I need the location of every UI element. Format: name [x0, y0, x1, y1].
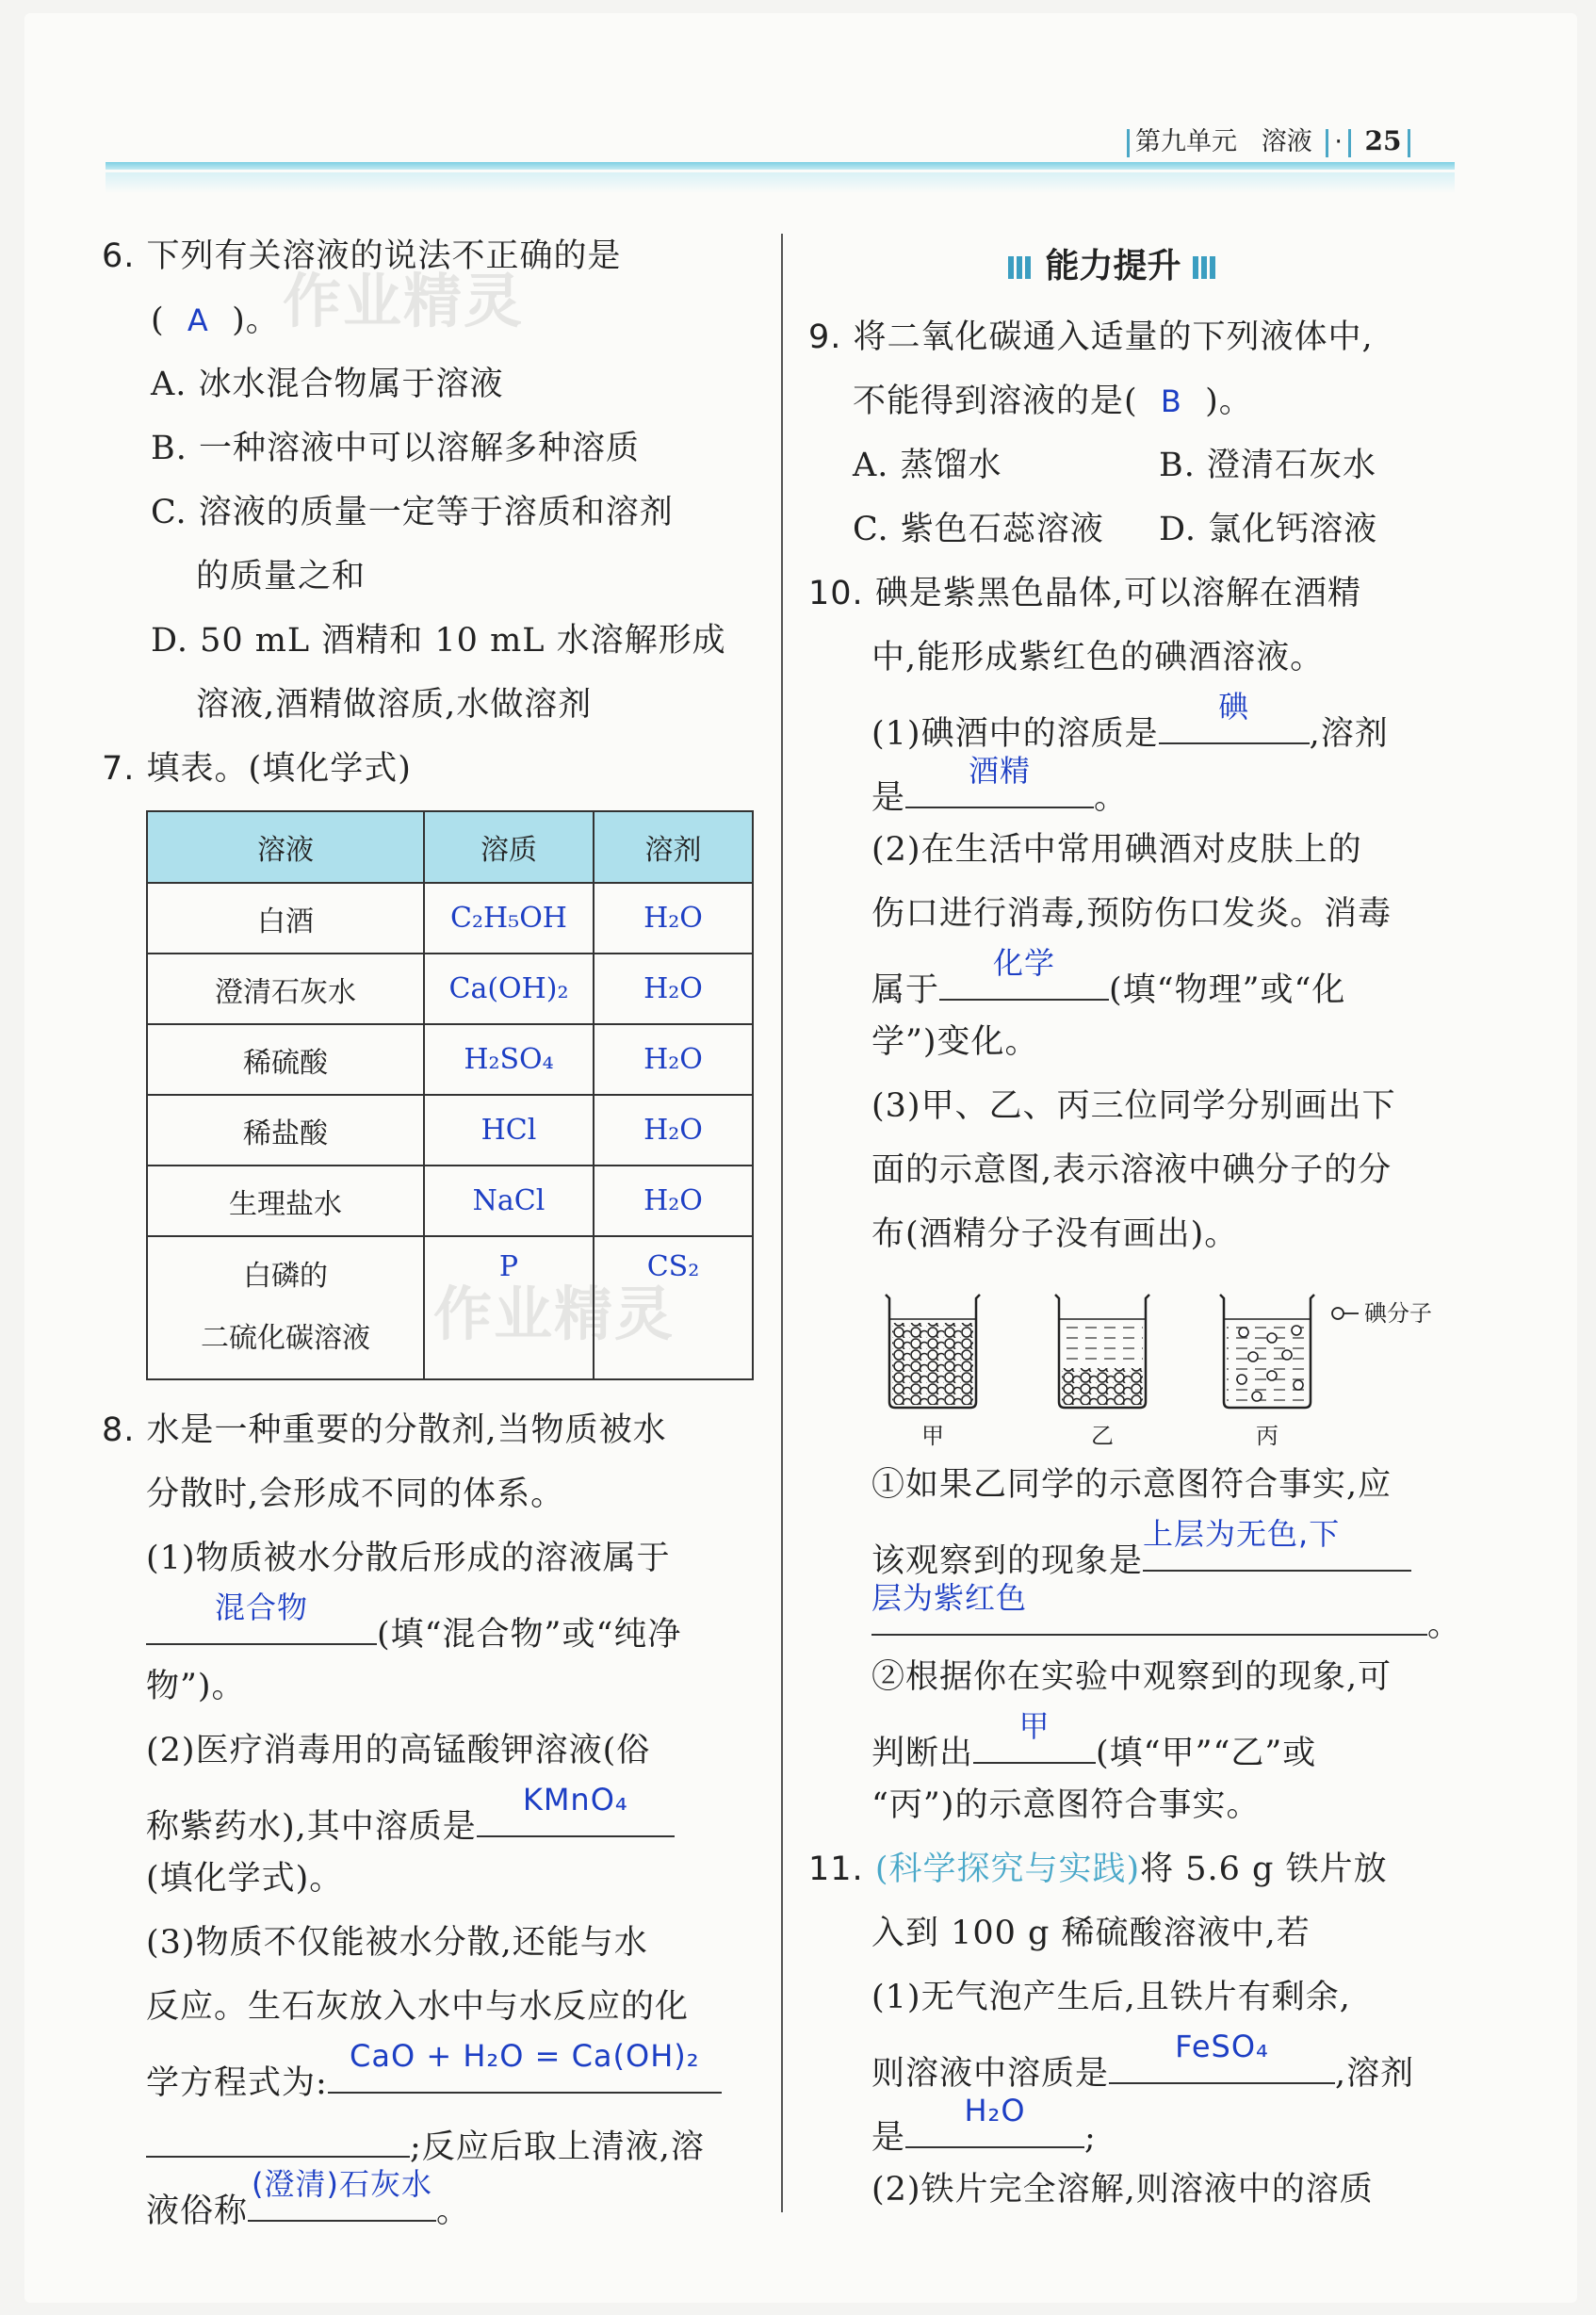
- q10-p1-answer2: 酒精: [969, 753, 1032, 789]
- header-dot: ·: [1334, 127, 1343, 156]
- q6-option-b: B. 一种溶液中可以溶解多种溶质: [151, 430, 640, 467]
- q10-p3-c: 布(酒精分子没有画出)。: [871, 1215, 1239, 1253]
- q8-p2-answer: KMnO₄: [522, 1782, 628, 1818]
- table-row: 澄清石灰水 Ca(OH)₂ H₂O: [147, 954, 753, 1024]
- q9-option-a: A. 蒸馏水: [853, 447, 1002, 484]
- table-row: 稀盐酸 HCl H₂O: [147, 1095, 753, 1166]
- q10-s2-answer: 甲: [1018, 1708, 1050, 1744]
- q10-stem-2: 中,能形成紫红色的碘酒溶液。: [871, 639, 1325, 677]
- q10-s1-a: ①如果乙同学的示意图符合事实,应: [871, 1466, 1392, 1504]
- header-rule: [106, 162, 1455, 170]
- legend-iodine: [1332, 1300, 1432, 1327]
- q6-option-d-cont: 溶液,酒精做溶质,水做溶剂: [196, 686, 593, 724]
- q10-p2-b: 伤口进行消毒,预防伤口发炎。消毒: [871, 895, 1392, 933]
- table-row: 稀硫酸 H₂SO₄ H₂O: [147, 1024, 753, 1095]
- beaker-label: 甲: [921, 1423, 944, 1449]
- q6-option-c-cont: 的质量之和: [196, 558, 366, 595]
- header-shade: [106, 172, 1455, 193]
- q11-p1-answer2: H₂O: [964, 2093, 1026, 2128]
- q6-option-c: C. 溶液的质量一定等于溶质和溶剂: [151, 494, 674, 531]
- q9-stem-1: 9. 将二氧化碳通入适量的下列液体中,: [808, 318, 1374, 356]
- q10-p2-c: 属于 化学 (填“物理”或“化: [871, 957, 1345, 1011]
- table-row: 白磷的 二硫化碳溶液 P CS₂: [147, 1236, 753, 1379]
- table-row: 生理盐水 NaCl H₂O: [147, 1166, 753, 1236]
- beaker-label: 乙: [1091, 1423, 1114, 1449]
- q11-p1-a: (1)无气泡产生后,且铁片有剩余,: [871, 1979, 1351, 2016]
- q8-p1-a: (1)物质被水分散后形成的溶液属于: [146, 1540, 671, 1577]
- q8-p3-c: 学方程式为: CaO + H₂O = Ca(OH)₂: [146, 2050, 722, 2104]
- q7-stem: 7. 填表。(填化学式): [102, 750, 412, 788]
- legend-label: 碘分子: [1364, 1300, 1432, 1327]
- q7-table: [146, 810, 754, 1380]
- q10-s1-answer2: 层为紫红色: [871, 1580, 1028, 1616]
- q6-stem: 6. 下列有关溶液的说法不正确的是: [102, 237, 622, 275]
- beaker-jia: [886, 1295, 980, 1408]
- q6-answer-line: ( A )。: [151, 302, 280, 339]
- q10-p1-b: 是 酒精 。: [871, 765, 1128, 819]
- section-title: 能力提升: [1008, 239, 1218, 287]
- topic-label: 溶液: [1261, 127, 1312, 156]
- q10-stem-1: 10. 碘是紫黑色晶体,可以溶解在酒精: [808, 575, 1361, 612]
- q11-stem-1: 11. (科学探究与实践)将 5.6 g 铁片放: [808, 1850, 1388, 1888]
- q6-option-a: A. 冰水混合物属于溶液: [151, 366, 504, 403]
- q9-option-d: D. 氯化钙溶液: [1159, 511, 1378, 548]
- q8-p1-c: 物”)。: [146, 1668, 246, 1705]
- q10-p2-answer: 化学: [993, 945, 1056, 981]
- q8-p3-a: (3)物质不仅能被水分散,还能与水: [146, 1924, 648, 1962]
- q8-stem-2: 分散时,会形成不同的体系。: [146, 1475, 565, 1513]
- table-row: 白酒 C₂H₅OH H₂O: [147, 883, 753, 954]
- beaker-diagram: [876, 1281, 1479, 1451]
- q8-p2-b: 称紫药水),其中溶质是 KMnO₄: [146, 1794, 675, 1848]
- q11-tag: (科学探究与实践): [874, 1850, 1141, 1888]
- beaker-label: 丙: [1256, 1423, 1278, 1449]
- q8-p3-e: 液俗称 (澄清)石灰水 。: [146, 2178, 470, 2232]
- q10-s1-c: 层为紫红色 。: [871, 1592, 1461, 1646]
- q10-s1-answer1: 上层为无色,下: [1143, 1516, 1341, 1552]
- watermark: 作业精灵: [433, 1280, 676, 1348]
- q8-p2-c: (填化学式)。: [146, 1860, 344, 1898]
- q9-option-b: B. 澄清石灰水: [1159, 447, 1376, 484]
- q11-p1-answer: FeSO₄: [1175, 2029, 1269, 2064]
- q6-answer: A: [187, 302, 209, 338]
- q8-p3-equation: CaO + H₂O = Ca(OH)₂: [350, 2038, 700, 2074]
- beaker-bing: [1220, 1295, 1314, 1408]
- q9-answer: B: [1160, 383, 1182, 419]
- q9-stem-2: 不能得到溶液的是( B )。: [853, 383, 1253, 420]
- q11-p2-a: (2)铁片完全溶解,则溶液中的溶质: [871, 2171, 1374, 2209]
- q10-p3-b: 面的示意图,表示溶液中碘分子的分: [871, 1151, 1392, 1189]
- watermark: 作业精灵: [283, 267, 525, 335]
- q8-p2-a: (2)医疗消毒用的高锰酸钾溶液(俗: [146, 1732, 651, 1769]
- q10-s2-a: ②根据你在实验中观察到的现象,可: [871, 1658, 1392, 1696]
- q10-p2-d: 学”)变化。: [871, 1023, 1039, 1061]
- q8-stem-1: 8. 水是一种重要的分散剂,当物质被水: [102, 1411, 667, 1449]
- q10-p1-answer: 碘: [1218, 689, 1250, 725]
- q10-p3-a: (3)甲、乙、丙三位同学分别画出下: [871, 1087, 1396, 1125]
- q10-s2-c: “丙”)的示意图符合事实。: [871, 1786, 1261, 1824]
- q10-p2-a: (2)在生活中常用碘酒对皮肤上的: [871, 831, 1362, 869]
- q8-p1-b: 混合物 (填“混合物”或“纯净: [146, 1602, 681, 1655]
- q8-p3-d: ;反应后取上清液,溶: [146, 2114, 705, 2168]
- th-solvent: 溶剂: [594, 811, 753, 883]
- th-solute: 溶质: [424, 811, 594, 883]
- q9-option-c: C. 紫色石蕊溶液: [853, 511, 1104, 548]
- beaker-yi: [1055, 1295, 1149, 1408]
- th-solution: 溶液: [147, 811, 424, 883]
- page-number: 25: [1364, 125, 1402, 156]
- unit-label: 第九单元: [1135, 127, 1237, 156]
- q10-p1-a: (1)碘酒中的溶质是 碘 ,溶剂: [871, 701, 1389, 755]
- q10-s2-b: 判断出 甲 (填“甲”“乙”或: [871, 1720, 1316, 1774]
- q10-s1-b: 该观察到的现象是 上层为无色,下: [871, 1528, 1411, 1582]
- q8-p3-answer2: (澄清)石灰水: [252, 2166, 432, 2202]
- q11-p1-c: 是 H₂O ;: [871, 2105, 1097, 2159]
- q11-p1-b: 则溶液中溶质是 FeSO₄ ,溶剂: [871, 2041, 1414, 2095]
- q8-p3-b: 反应。生石灰放入水中与水反应的化: [146, 1988, 690, 2026]
- q8-p1-answer: 混合物: [214, 1590, 308, 1625]
- q11-stem-2: 入到 100 g 稀硫酸溶液中,若: [871, 1915, 1311, 1952]
- q6-option-d: D. 50 mL 酒精和 10 mL 水溶解形成: [151, 622, 726, 660]
- page-header: [1121, 121, 1416, 157]
- column-divider: [781, 234, 783, 2212]
